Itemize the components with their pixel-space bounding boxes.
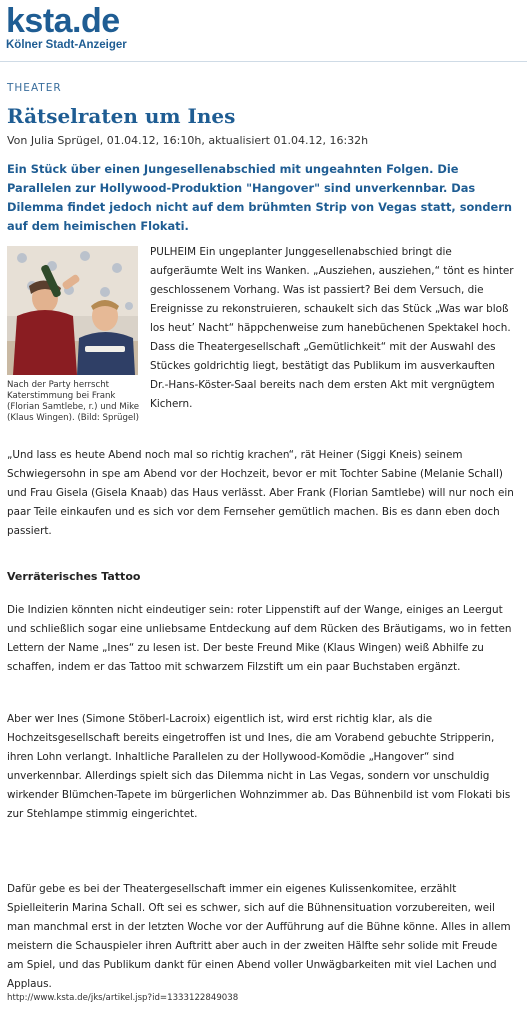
article-byline: Von Julia Sprügel, 01.04.12, 16:10h, aktualisiert 01.04.12, 16:32h [7,134,369,147]
article-paragraph-4: Aber wer Ines (Simone Stöberl-Lacroix) eigentlich ist, wird erst richtig klar, als die Hochzeitsgesellschaft bereits eingetroffen ist und Ines, die am Vorabend gebuchte Stripperin, ihren Lohn verlangt. Inhaltliche Parallelen zu der Hollywood-Komödie „Hangover“ sind unverkennbar. Allerdings spielt sich das Dilemma nicht in Las Vegas, sondern vor unschuldig wirkender Blümchen-Tapete im bürgerlichen Wohnzimmer ab. Das Bühnenbild ist vom Flokati bis zur Stehlampe stimmig eingerichtet. [7,713,511,820]
article-subheading: Verräterisches Tattoo [7,570,141,583]
article-paragraph-5: Dafür gebe es bei der Theatergesellschaft immer ein eigenes Kulissenkomitee, erzählt Spielleiterin Marina Schall. Oft sei es schwer, sich auf die Bühnensituation vorzubereiten, weil man manchmal erst in der letzten Woche vor der Aufführung auf die Bühne könne. Alles in allem meistern die Schauspieler ihren Auftritt aber auch in der zweiten Hälfte sehr solide mit Freude am Spiel, und das Publikum dankt für einen Abend voller Unwägbarkeiten mit viel Lachen und Applaus. [7,883,511,990]
article-photo [7,246,138,375]
photo-caption: Nach der Party herrscht Katerstimmung bei Frank (Florian Samtlebe, r.) und Mike (Klaus Wingen). (Bild: Sprügel) [7,380,140,423]
logo-wordmark: ksta.de [6,2,120,40]
article-title: Rätselraten um Ines [7,104,236,128]
article-url[interactable]: http://www.ksta.de/jks/artikel.jsp?id=1333122849038 [7,993,239,1003]
article-lead: Ein Stück über einen Jungesellenabschied mit ungeahnten Folgen. Die Parallelen zur Hollywood-Produktion "Hangover" sind unverkennbar. Das Dilemma findet jedoch nicht auf dem brühmten Strip von Vegas statt, sondern auf dem heimischen Flokati. [7,162,513,233]
section-label: THEATER [7,82,62,94]
logo-subtitle: Kölner Stadt-Anzeiger [6,39,127,51]
header-divider [0,61,527,62]
article-paragraph-3: Die Indizien könnten nicht eindeutiger sein: roter Lippenstift auf der Wange, einiges an Leergut und schließlich sogar eine unliebsame Entdeckung auf dem Rücken des Bräutigams, wo in fetten Lettern der Name „Ines“ zu lesen ist. Der beste Freund Mike (Klaus Wingen) weiß Abhilfe zu schaffen, indem er das Tattoo mit schwarzem Filzstift um ein paar Buchstaben ergänzt. [7,604,512,673]
theater-scene-image [7,246,138,375]
article-paragraph-2: „Und lass es heute Abend noch mal so richtig krachen“, rät Heiner (Siggi Kneis) seinem Schwiegersohn in spe am Abend vor der Hochzeit, bevor er mit Tochter Sabine (Melanie Schall) und Frau Gisela (Gisela Knaab) das Haus verlässt. Aber Frank (Florian Samtlebe) will nur noch ein paar Teile einkaufen und es sich vor dem Fernseher gemütlich machen. Bis es dann eben doch passiert. [7,449,514,537]
article-paragraph-1: PULHEIM Ein ungeplanter Junggesellenabschied bringt die aufgeräumte Welt ins Wanken. „Ausziehen, ausziehen,“ tönt es hinter geschlossenem Vorhang. Was ist passiert? Bei dem Versuch, die Ereignisse zu rekonstruieren, schaukelt sich das Stück „Was war bloß los heut’ Nacht“ häppchenweise zum hanebüchenen Spektakel hoch. Dass die Theatergesellschaft „Gemütlichkeit“ mit der Auswahl des Stückes goldrichtig liegt, bestätigt das Publikum im ausverkauften Dr.-Hans-Köster-Saal bereits nach dem ersten Akt mit vergnügtem Kichern. [150,246,514,410]
site-logo[interactable] [6,4,146,52]
